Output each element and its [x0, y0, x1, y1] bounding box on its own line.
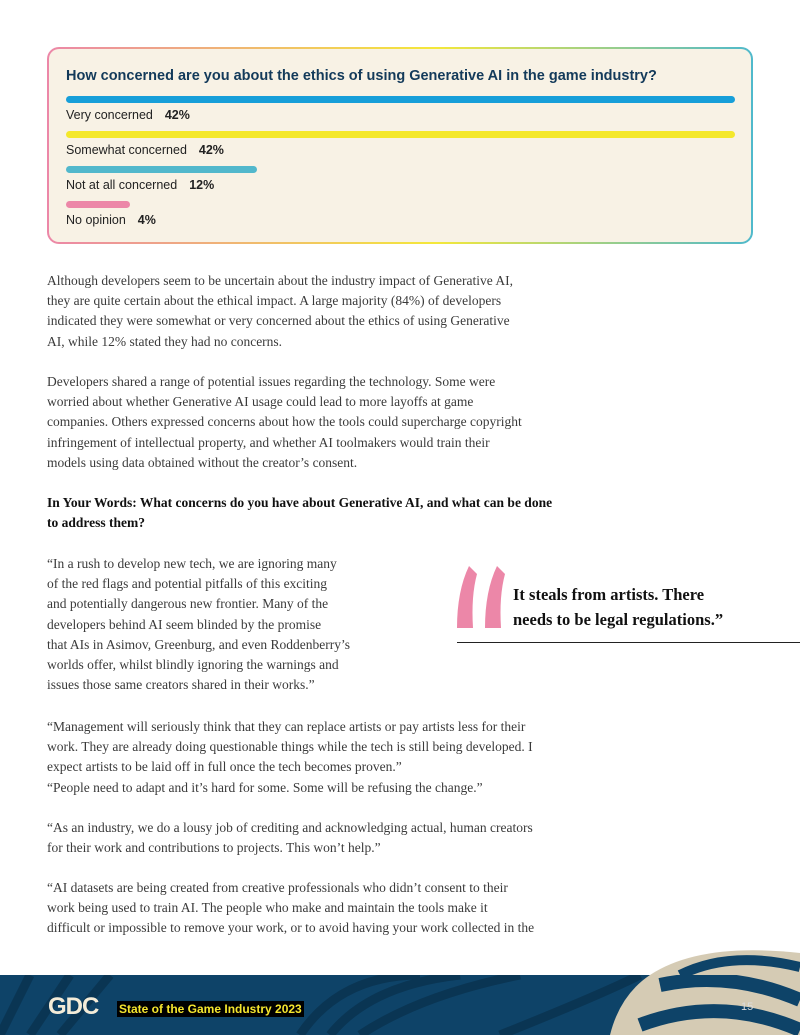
text-line: Although developers seem to be uncertain about the industry impact of Generative AI, — [47, 273, 513, 288]
survey-row — [66, 96, 735, 122]
text-line: worried about whether Generative AI usage could lead to more layoffs at game — [47, 394, 474, 410]
text-line: work. They are already doing questionable things while the tech is still being developed. I — [47, 739, 533, 755]
section-heading — [47, 493, 647, 533]
text-line: “Management will seriously think that they can replace artists or pay artists less for their — [47, 719, 526, 734]
survey-row — [66, 166, 257, 192]
survey-value: 42% — [198, 143, 224, 157]
survey-value: 12% — [189, 178, 215, 192]
text-line: models using data obtained without the creator’s consent. — [47, 454, 358, 470]
text-line: work being used to train AI. The people who make and maintain the tools make it — [47, 900, 488, 916]
text-line: “As an industry, we do a lousy job of crediting and acknowledging actual, human creators — [47, 820, 533, 835]
survey-value: 4% — [137, 213, 156, 227]
gdc-logo: GDC — [48, 993, 99, 1020]
survey-card — [47, 47, 753, 244]
sphere-graphic — [620, 945, 800, 975]
text-line: to address them? — [47, 515, 146, 531]
survey-value: 42% — [164, 108, 190, 122]
text-line: and potentially dangerous new frontier. Many of the — [47, 596, 329, 612]
survey-row — [66, 131, 735, 157]
survey-bar — [66, 201, 130, 208]
text-line: that AIs in Asimov, Greenburg, and even Roddenberry’s — [47, 636, 350, 652]
text-line: “AI datasets are being created from creative professionals who didn’t consent to their — [47, 880, 508, 895]
survey-bar — [66, 96, 735, 103]
quote-mark-icon — [457, 566, 512, 628]
text-line: infringement of intellectual property, and whether AI toolmakers would train their — [47, 434, 490, 450]
text-line: “People need to adapt and it’s hard for some. Some will be refusing the change.” — [47, 779, 483, 795]
divider — [457, 642, 800, 643]
text-line: developers behind AI seem blinded by the promise — [47, 616, 322, 632]
text-line: of the red flags and potential pitfalls of this exciting — [47, 576, 328, 592]
text-line: companies. Others expressed concerns about how the tools could supercharge copyright — [47, 414, 522, 430]
text-line: Developers shared a range of potential issues regarding the technology. Some were — [47, 374, 496, 389]
text-line: “In a rush to develop new tech, we are ignoring many — [47, 556, 337, 571]
page-number: 15 — [741, 1001, 754, 1013]
survey-label: No opinion — [66, 213, 126, 227]
quote-4 — [47, 878, 647, 939]
text-line: worlds offer, whilst blindly ignoring the warnings and — [47, 657, 339, 673]
footer-title: State of the Game Industry 2023 — [119, 1002, 302, 1016]
text-line: expect artists to be laid off in full once the tech becomes proven.” — [47, 759, 402, 775]
text-line: difficult or impossible to remove your work, or to avoid having your work collected in the — [47, 920, 535, 936]
pull-quote — [457, 566, 800, 646]
text-line: It steals from artists. There — [513, 585, 705, 604]
text-line: needs to be legal regulations.” — [513, 610, 724, 629]
pull-quote-text — [513, 582, 793, 632]
survey-bar — [66, 131, 735, 138]
survey-label: Not at all concerned — [66, 178, 178, 192]
text-line: indicated they were somewhat or very concerned about the ethics of using Generative — [47, 313, 510, 329]
survey-question: How concerned are you about the ethics of using Generative AI in the game industry? — [66, 68, 657, 84]
survey-label: Somewhat concerned — [66, 143, 187, 157]
paragraph-1 — [47, 271, 647, 352]
quote-1 — [47, 554, 417, 695]
text-line: issues those same creators shared in their works.” — [47, 677, 315, 693]
paragraph-2 — [47, 372, 647, 473]
text-line: for their work and contributions to projects. This won’t help.” — [47, 840, 381, 856]
quote-3 — [47, 818, 647, 858]
quote-2 — [47, 717, 647, 798]
survey-row — [66, 201, 156, 227]
text-line: AI, while 12% stated they had no concerns. — [47, 333, 283, 349]
survey-label: Very concerned — [66, 108, 153, 122]
survey-bar — [66, 166, 257, 173]
text-line: In Your Words: What concerns do you have about Generative AI, and what can be done — [47, 495, 553, 510]
text-line: they are quite certain about the ethical impact. A large majority (84%) of developers — [47, 293, 502, 309]
